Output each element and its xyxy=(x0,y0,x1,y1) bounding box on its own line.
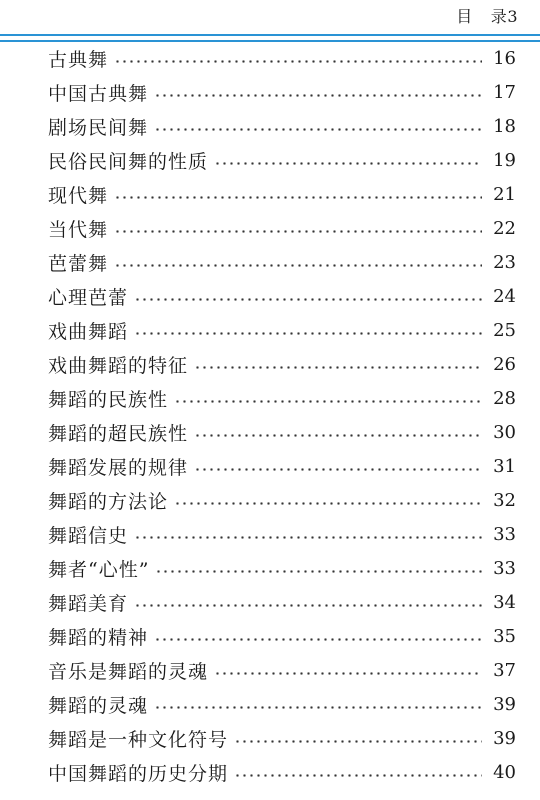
toc-entry-page-number: 16 xyxy=(493,47,516,69)
toc-entry-page-number: 18 xyxy=(493,115,516,137)
dot-leader xyxy=(194,366,482,369)
dot-leader xyxy=(155,570,482,573)
toc-entry-title: 当代舞 xyxy=(48,218,109,241)
toc-entry-page-number: 21 xyxy=(493,183,516,205)
page-number: 3 xyxy=(507,7,518,26)
toc-entry-page-number: 31 xyxy=(493,455,516,477)
toc-entry-page-number: 26 xyxy=(493,353,516,375)
dot-leader xyxy=(154,706,482,709)
toc-entry[interactable] xyxy=(0,245,540,279)
toc-entry-title: 舞蹈的精神 xyxy=(48,626,149,649)
toc-entry[interactable] xyxy=(0,755,540,789)
toc-entry-page-number: 40 xyxy=(493,761,516,783)
toc-entry-page-number: 37 xyxy=(493,659,516,681)
dot-leader xyxy=(114,264,482,267)
toc-entry-page-number: 19 xyxy=(493,149,516,171)
toc-entry[interactable] xyxy=(0,75,540,109)
dot-leader xyxy=(174,400,482,403)
toc-entry-page-number: 17 xyxy=(493,81,516,103)
toc-entry-title: 中国古典舞 xyxy=(48,82,149,105)
toc-entry-title: 舞蹈美育 xyxy=(48,592,129,615)
toc-entry-title: 现代舞 xyxy=(48,184,109,207)
dot-leader xyxy=(214,162,482,165)
toc-entry[interactable] xyxy=(0,585,540,619)
dot-leader xyxy=(194,434,482,437)
toc-entry-title: 戏曲舞蹈的特征 xyxy=(48,354,189,377)
toc-entry[interactable] xyxy=(0,619,540,653)
dot-leader xyxy=(234,774,482,777)
dot-leader xyxy=(154,128,482,131)
toc-entry[interactable] xyxy=(0,687,540,721)
dot-leader xyxy=(174,502,482,505)
toc-entry[interactable] xyxy=(0,279,540,313)
dot-leader xyxy=(134,298,482,301)
dot-leader xyxy=(134,536,482,539)
dot-leader xyxy=(114,196,482,199)
toc-entry-page-number: 24 xyxy=(493,285,516,307)
toc-entry[interactable] xyxy=(0,381,540,415)
toc-entry-title: 音乐是舞蹈的灵魂 xyxy=(48,660,209,683)
toc-entry-title: 舞蹈的民族性 xyxy=(48,388,169,411)
toc-entry[interactable] xyxy=(0,653,540,687)
toc-entry-title: 民俗民间舞的性质 xyxy=(48,150,209,173)
toc-entry[interactable] xyxy=(0,415,540,449)
section-label: 目 xyxy=(456,7,473,26)
toc-entry[interactable] xyxy=(0,313,540,347)
toc-entry-page-number: 34 xyxy=(493,591,516,613)
toc-entry-title: 舞蹈的方法论 xyxy=(48,490,169,513)
toc-entry[interactable] xyxy=(0,347,540,381)
toc-entry-page-number: 32 xyxy=(493,489,516,511)
toc-entry-title: 心理芭蕾 xyxy=(48,286,129,309)
toc-entry-title: 古典舞 xyxy=(48,48,109,71)
toc-entry-page-number: 35 xyxy=(493,625,516,647)
toc-entry-page-number: 23 xyxy=(493,251,516,273)
toc-entry[interactable] xyxy=(0,517,540,551)
section-label-2: 录 xyxy=(490,7,508,26)
dot-leader xyxy=(134,332,482,335)
running-head xyxy=(456,7,518,27)
toc-entry[interactable] xyxy=(0,721,540,755)
toc-entry-title: 舞者“心性” xyxy=(48,558,150,581)
toc-entry-page-number: 30 xyxy=(493,421,516,443)
toc-entry-page-number: 33 xyxy=(493,523,516,545)
dot-leader xyxy=(114,230,482,233)
toc-entry[interactable] xyxy=(0,211,540,245)
toc-entry[interactable] xyxy=(0,483,540,517)
toc-entry-page-number: 39 xyxy=(493,727,516,749)
dot-leader xyxy=(134,604,482,607)
toc-entry-page-number: 22 xyxy=(493,217,516,239)
toc-entry-title: 舞蹈信史 xyxy=(48,524,129,547)
toc-entry-title: 中国舞蹈的历史分期 xyxy=(48,762,229,785)
dot-leader xyxy=(194,468,482,471)
toc-entry-page-number: 33 xyxy=(493,557,516,579)
toc-entry[interactable] xyxy=(0,551,540,585)
toc-entry-title: 舞蹈是一种文化符号 xyxy=(48,728,229,751)
toc-entry[interactable] xyxy=(0,41,540,75)
toc-entry-title: 芭蕾舞 xyxy=(48,252,109,275)
toc-entry[interactable] xyxy=(0,177,540,211)
toc-entry-page-number: 25 xyxy=(493,319,516,341)
toc-entry-title: 剧场民间舞 xyxy=(48,116,149,139)
dot-leader xyxy=(154,94,482,97)
toc-entry-page-number: 39 xyxy=(493,693,516,715)
dot-leader xyxy=(214,672,482,675)
toc-entry[interactable] xyxy=(0,109,540,143)
dot-leader xyxy=(234,740,482,743)
toc-entry[interactable] xyxy=(0,449,540,483)
dot-leader xyxy=(114,60,482,63)
toc-entry-page-number: 28 xyxy=(493,387,516,409)
toc-entry-title: 舞蹈的超民族性 xyxy=(48,422,189,445)
dot-leader xyxy=(154,638,482,641)
toc-entry[interactable] xyxy=(0,143,540,177)
table-of-contents xyxy=(0,41,540,789)
toc-entry-title: 舞蹈的灵魂 xyxy=(48,694,149,717)
toc-entry-title: 舞蹈发展的规律 xyxy=(48,456,189,479)
toc-entry-title: 戏曲舞蹈 xyxy=(48,320,129,343)
